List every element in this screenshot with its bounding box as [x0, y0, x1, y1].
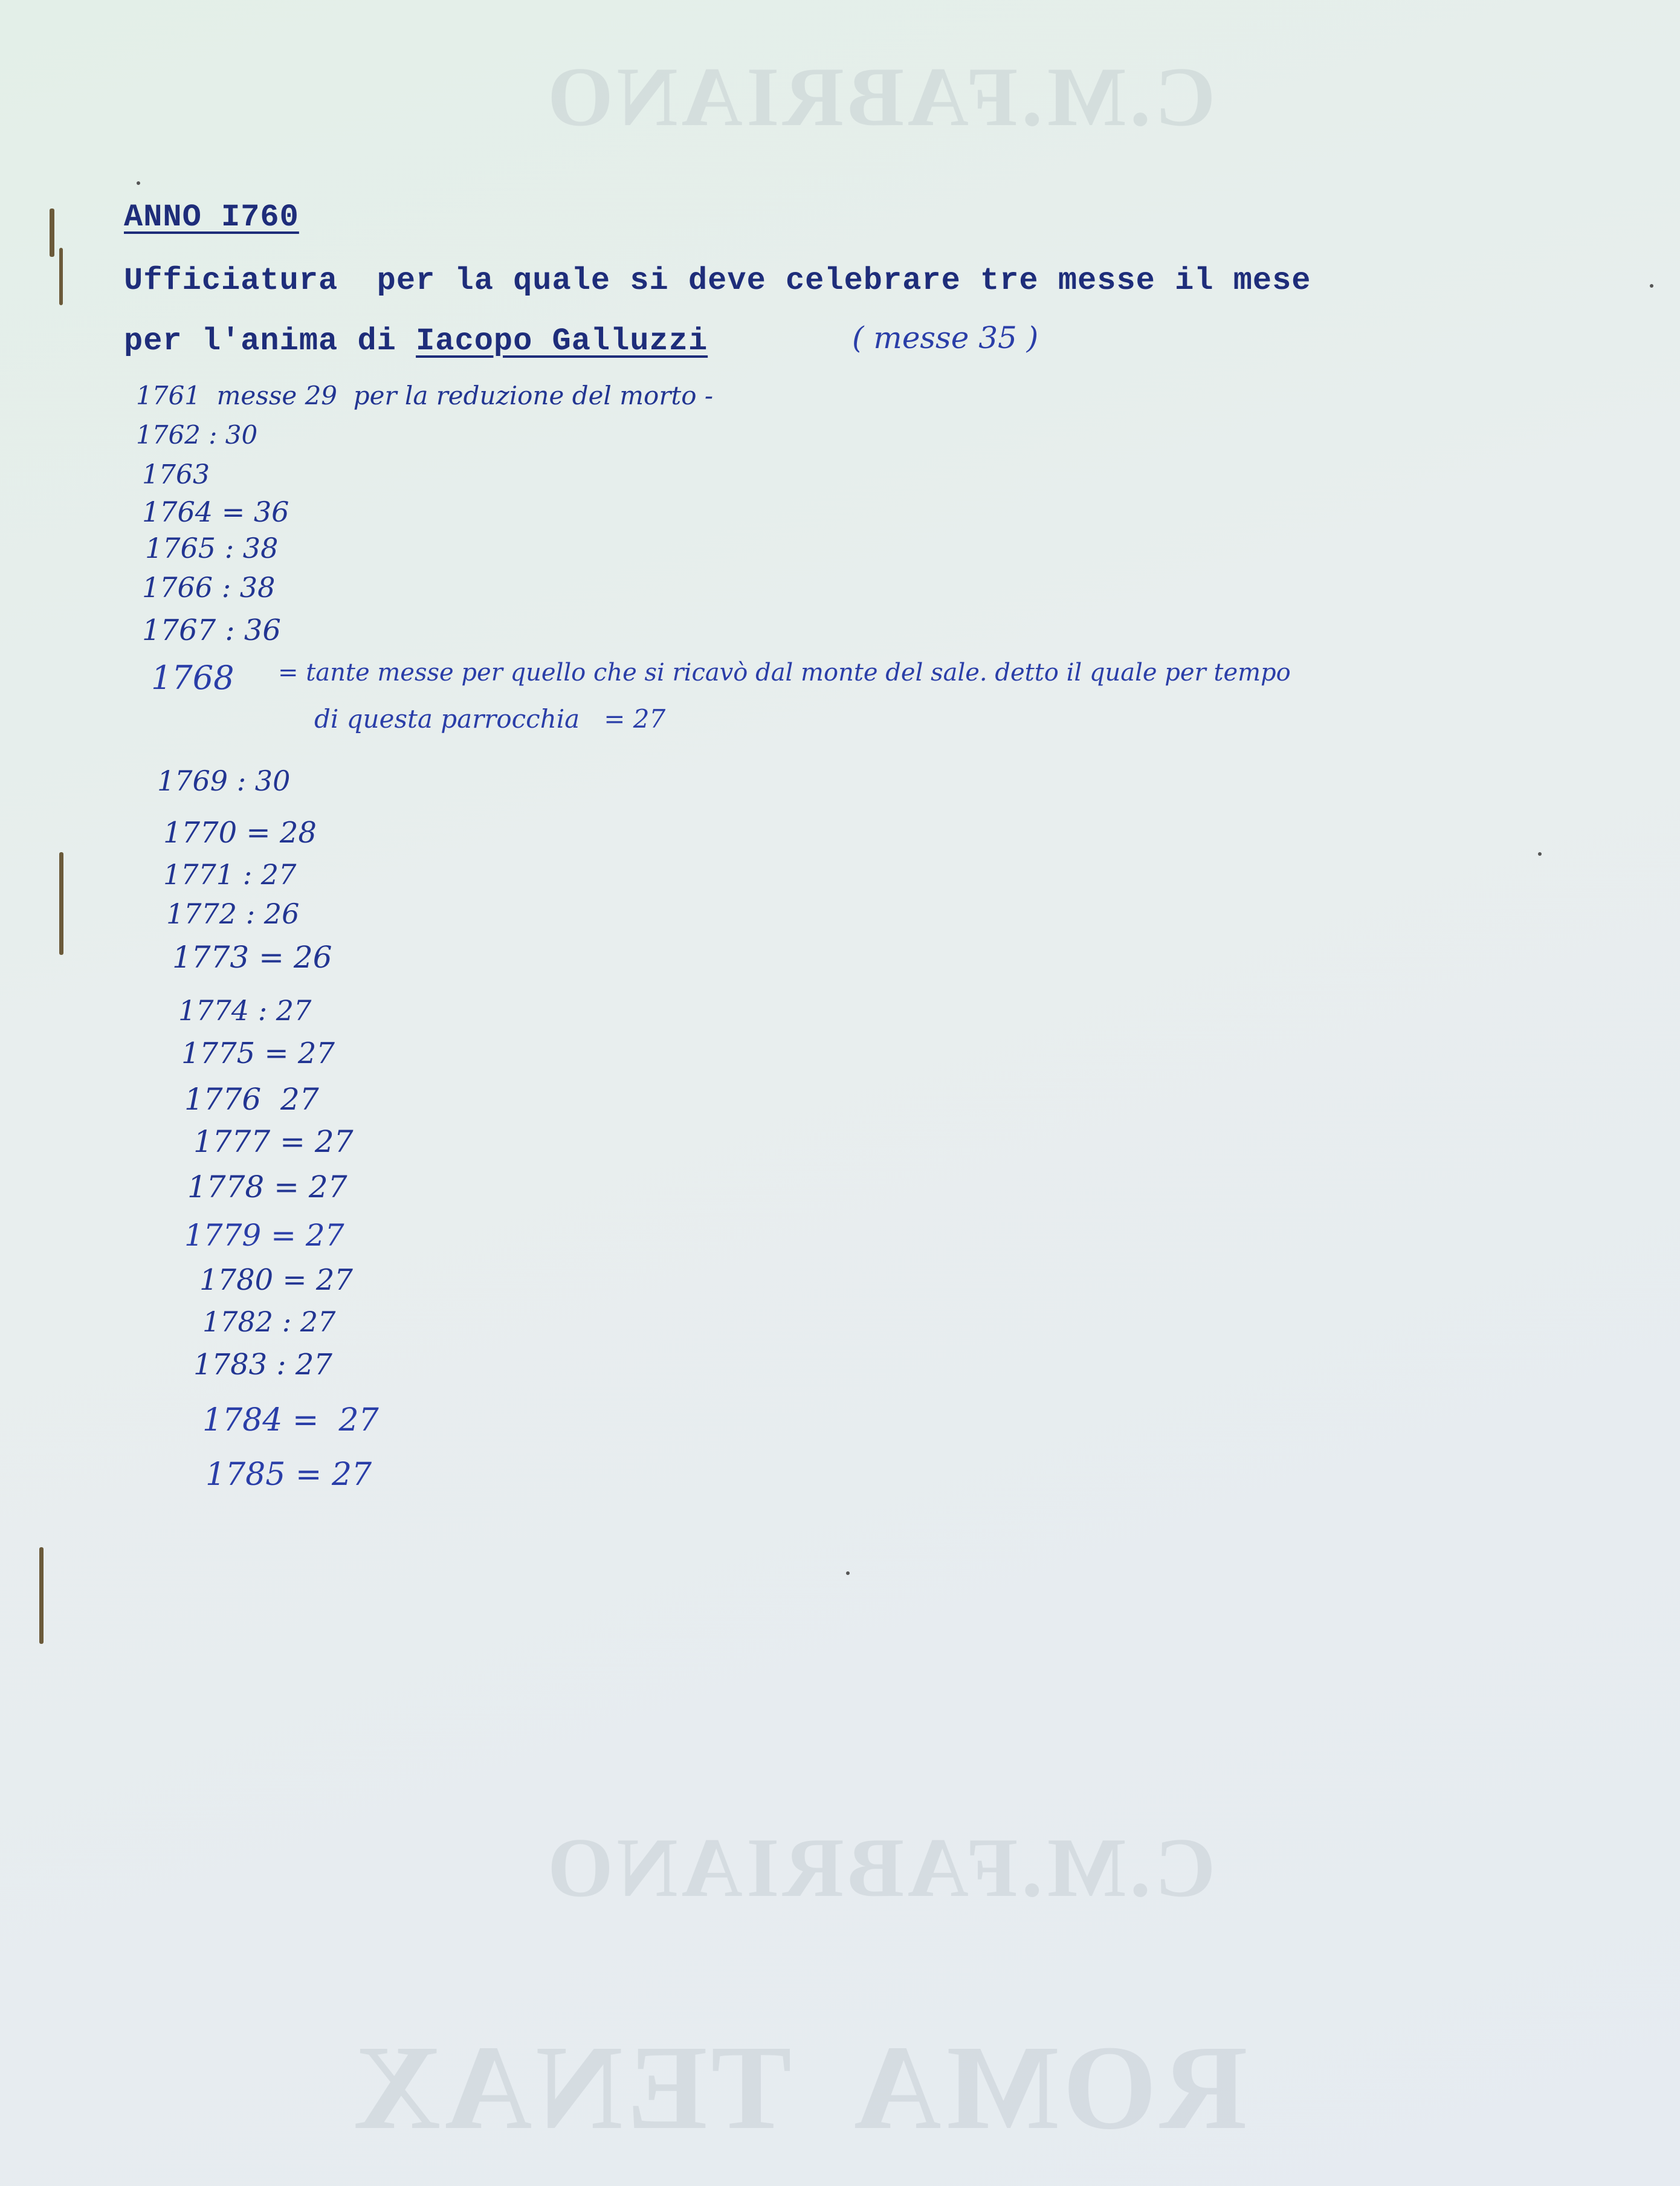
staple-mark-2: [59, 248, 63, 305]
entry-1766: 1766 : 38: [142, 571, 276, 604]
entry-1775: 1775 = 27: [181, 1036, 335, 1070]
watermark-bottom-1: C.M.FABRIANO: [544, 1821, 1216, 1915]
person-name: Iacopo Galluzzi: [416, 323, 708, 359]
entry-1764: 1764 = 36: [142, 496, 289, 528]
entry-1780: 1780 = 27: [199, 1263, 353, 1297]
entry-1773: 1773 = 26: [172, 940, 332, 975]
entry-1778: 1778 = 27: [187, 1169, 347, 1205]
entry-1779: 1779 = 27: [184, 1218, 344, 1253]
entry-1774: 1774 : 27: [178, 994, 312, 1027]
typed-line-1: Ufficiatura per la quale si deve celebrare tre messe il mese: [124, 263, 1311, 299]
staple-mark-3: [59, 852, 63, 955]
entry-1785: 1785 = 27: [205, 1457, 372, 1493]
entry-1768-year: 1768: [151, 659, 234, 697]
entry-1776: 1776 27: [184, 1082, 319, 1117]
entry-1761: 1761 messe 29 per la reduzione del morto -: [136, 381, 714, 410]
staple-mark-4: [39, 1547, 44, 1644]
handwritten-note-messe: ( messe 35 ): [852, 320, 1039, 355]
entry-1784: 1784 = 27: [202, 1402, 379, 1438]
typed-line-2: [124, 323, 708, 359]
entry-1771: 1771 : 27: [163, 858, 297, 891]
entry-1772: 1772 : 26: [166, 897, 300, 930]
watermark-top: C.M.FABRIANO: [544, 50, 1216, 144]
speck: [846, 1571, 850, 1575]
entry-1767: 1767 : 36: [142, 613, 281, 647]
speck: [137, 181, 140, 185]
entry-1777: 1777 = 27: [193, 1124, 354, 1159]
entry-1783: 1783 : 27: [193, 1348, 332, 1382]
speck: [1538, 852, 1542, 856]
entry-1768-line-1: = tante messe per quello che si ricavò dal monte del sale. detto il quale per tempo: [278, 659, 1291, 687]
watermark-bottom-2: ROMA TENAX: [351, 2021, 1248, 2155]
entry-1770: 1770 = 28: [163, 816, 317, 850]
entry-1762: 1762 : 30: [136, 420, 258, 450]
entry-1782: 1782 : 27: [202, 1305, 336, 1338]
entry-1769: 1769 : 30: [157, 765, 291, 797]
speck: [1650, 284, 1653, 288]
heading-year: ANNO I760: [124, 199, 299, 235]
staple-mark-1: [50, 209, 54, 257]
entry-1763: 1763: [142, 459, 210, 490]
entry-1765: 1765 : 38: [145, 532, 279, 564]
typed-line-2-prefix: per l'anima di: [124, 323, 416, 359]
entry-1768-line-2: di questa parrocchia = 27: [314, 704, 666, 734]
